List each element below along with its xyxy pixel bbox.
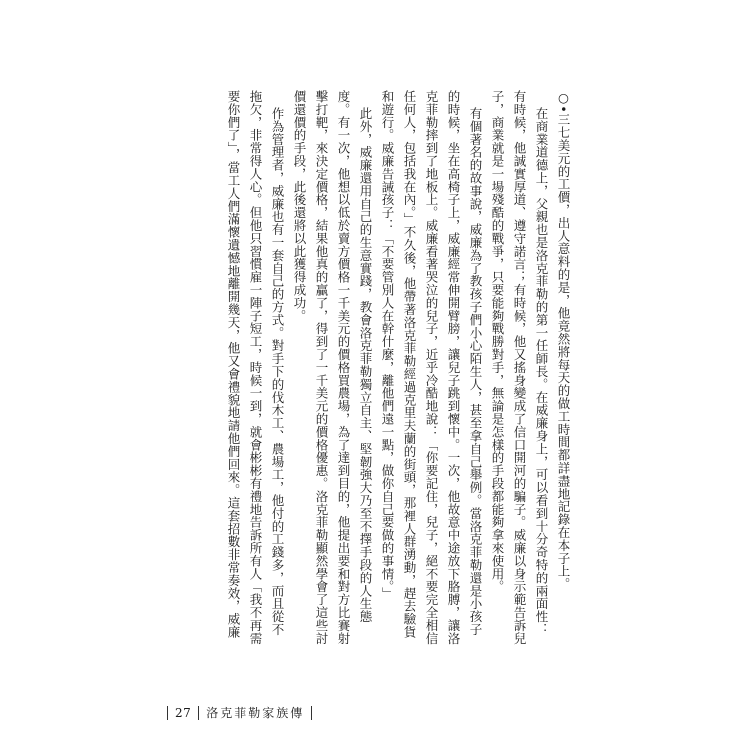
text-column: ○•三七美元的工價，出人意料的是，他竟然將每天的做工時間都詳盡地記錄在本子上。 [556,90,571,591]
text-column: 價還價的手段，此後還將以此獲得成功。 [292,90,307,323]
page-number: 27 [175,706,192,720]
text-column: 拖欠，非常得人心。但他只習慣雇一陣子短工，時候一到，就會彬彬有禮地告訴所有人「我不再需 [248,90,263,645]
footer-divider [311,706,312,720]
text-column: 克菲勒摔到了地板上。威廉看著哭泣的兒子，近乎冷酷地說：「你要記住，兒子，絕不要完全相信 [424,90,439,645]
text-column: 在商業道德上，父親也是洛克菲勒的第一任師長。在威廉身上，可以看到十分奇特的兩面性： [534,107,549,636]
book-title: 洛克菲勒家族傳 [206,706,305,720]
text-column: 的時候，坐在高椅子上，威廉經常伸開臂膀，讓兒子跳到懷中。一次，他故意中途放下胳膊，讓洛 [446,90,461,645]
text-column: 有時候，他誠實厚道、遵守諾言；有時候，他又搖身變成了信口開河的騙子。威廉以身示範告訴兒 [512,90,527,645]
text-column: 要你們了」，當工人們滿懷遺憾地離開幾天，他又會禮貌地請他們回來。這套招數非常奏效，威廉 [226,90,241,639]
text-column: 擊打靶，來決定價格，結果他真的贏了，得到了一千美元的價格優惠。洛克菲勒顯然學會了這些討 [314,90,329,645]
text-column: 有個著名的故事說，威廉為了教孩子們小心陌生人，甚至拿自己舉例。當洛克菲勒還是小孩子 [468,107,483,636]
text-column: 作為管理者，威廉也有一套自己的方式。對手下的伐木工、農場工，他付的工錢多，而且從不 [270,107,285,636]
text-column: 度。有一次，他想以低於賣方價格一千美元的價格買農場，為了達到目的，他提出要和對方比賽射 [336,90,351,645]
footer-divider [198,706,199,720]
text-column: 任何人，包括我在內。」不久後，他帶著洛克菲勒經過克里夫蘭的街頭，那裡人群湧動，趕去驗貨 [402,90,417,639]
text-column: 和遊行。威廉告誡孩子：「不要管別人在幹什麼，離他們遠一點，做你自己要做的事情。」 [380,90,395,600]
text-column: 此外，威廉還用自己的生意實踐，教會洛克菲勒獨立自主、堅韌強大乃至不擇手段的人生態 [358,107,373,623]
footer-divider [167,706,168,720]
text-column: 子，商業就是一場殘酷的戰爭，只要能夠戰勝對手，無論是怎樣的手段都能夠拿來使用。 [490,90,505,594]
page-footer [160,704,319,722]
